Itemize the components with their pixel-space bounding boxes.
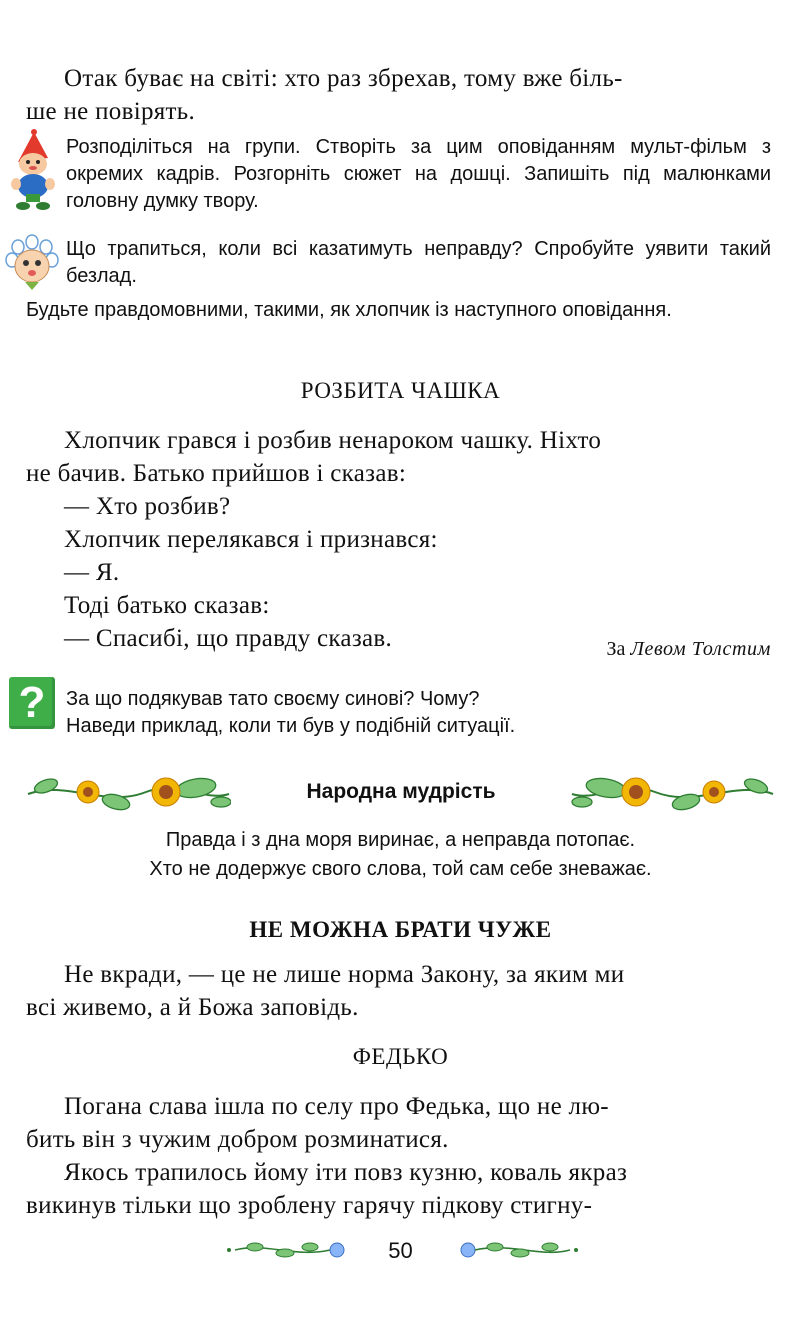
- bridge-text: Будьте правдомовними, такими, як хлопчик із наступного оповідання.: [26, 299, 672, 321]
- proverbs: [0, 826, 801, 884]
- intro-line: Отак буває на світі: хто раз збрехав, тому вже біль-: [64, 65, 623, 92]
- proverb-line: Правда і з дна моря виринає, а неправда потопає.: [165, 829, 636, 851]
- story1-body: [26, 424, 771, 655]
- story-line: бить він з чужим добром розминатися.: [26, 1126, 449, 1153]
- sunflower-ornament-right-icon: [570, 772, 775, 814]
- story-line: Якось трапилось йому іти повз кузню, коваль якраз: [64, 1159, 628, 1186]
- story-line: викинув тільки що зроблену гарячу підкову стигну-: [26, 1192, 593, 1219]
- gnome-character-icon: [4, 128, 62, 214]
- story-line: Хлопчик грався і розбив ненароком чашку. Ніхто: [64, 427, 602, 454]
- intro-paragraph: [26, 62, 771, 128]
- section-line: Не вкради, — це не лише норма Закону, за яким ми: [64, 961, 625, 988]
- story-line: Хлопчик перелякався і признався:: [64, 526, 438, 553]
- story-line: — Хто розбив?: [64, 493, 231, 520]
- question-line: За що подякував тато своєму синові? Чому?: [66, 688, 480, 710]
- story2-body: [26, 1090, 771, 1222]
- section-line: всі живемо, а й Божа заповідь.: [26, 994, 359, 1021]
- story-line: Тоді батько сказав:: [64, 592, 270, 619]
- author-prefix: За: [606, 638, 626, 660]
- story-line: — Я.: [64, 559, 120, 586]
- story-line: Погана слава ішла по селу про Федька, що не лю-: [64, 1093, 609, 1120]
- footer-ornament-right-icon: [455, 1238, 580, 1262]
- page-number: 50: [388, 1238, 413, 1263]
- flower-girl-icon: [5, 234, 59, 292]
- section-title: НЕ МОЖНА БРАТИ ЧУЖЕ: [249, 917, 552, 942]
- task-think-text: Що трапиться, коли всі казатимуть неправду? Спробуйте уявити такий безлад.: [66, 238, 771, 287]
- story-line: не бачив. Батько прийшов і сказав:: [26, 460, 407, 487]
- author-name: Левом Толстим: [630, 638, 771, 660]
- wisdom-title: Народна мудрість: [306, 780, 496, 803]
- question-line: Наведи приклад, коли ти був у подібній ситуації.: [66, 715, 516, 737]
- story-title: ФЕДЬКО: [352, 1044, 449, 1069]
- story-title: РОЗБИТА ЧАШКА: [300, 378, 501, 403]
- question-symbol: ?: [18, 678, 46, 727]
- task-groups-text: Розподіліться на групи. Створіть за цим оповіданням мульт-фільм з окремих кадрів. Розгорніть сюжет на дошці. Запишіть під малюнками головну думку твору.: [66, 136, 771, 212]
- story-author: [607, 638, 772, 661]
- proverb-line: Хто не додержує свого слова, той сам себе зневажає.: [149, 858, 652, 880]
- section2-body: [26, 958, 771, 1024]
- story-line: — Спасибі, що правду сказав.: [64, 625, 393, 652]
- sunflower-ornament-left-icon: [26, 772, 231, 814]
- question-mark-icon: [9, 677, 55, 729]
- intro-line: ше не повірять.: [26, 98, 196, 125]
- questions-text: [66, 686, 771, 740]
